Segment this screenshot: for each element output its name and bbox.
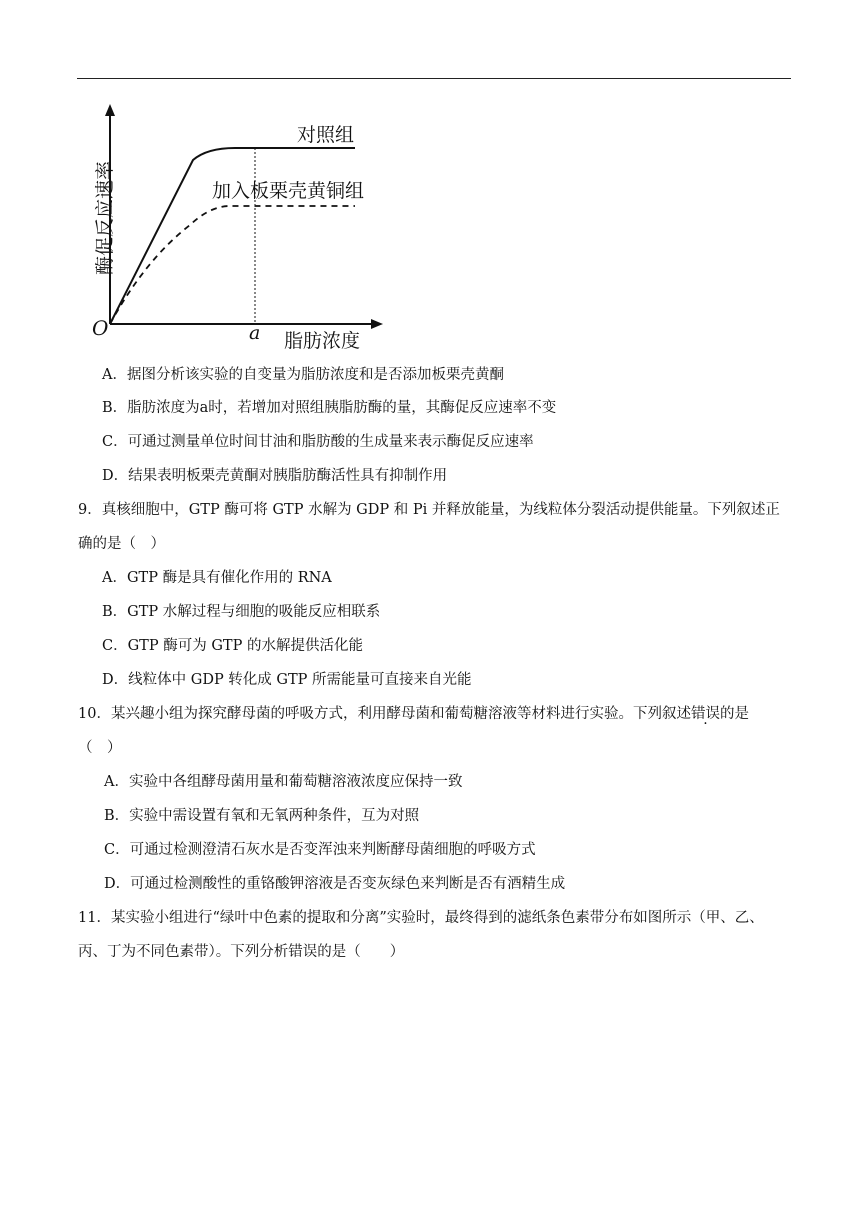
x-axis-arrow (371, 319, 383, 329)
q9-option-a: A．GTP 酶是具有催化作用的 RNA (102, 570, 332, 586)
a-label: a (249, 322, 261, 344)
q8-option-c: C．可通过测量单位时间甘油和脂肪酸的生成量来表示酶促反应速率 (102, 434, 534, 450)
q11-stem-line1: 11．某实验小组进行“绿叶中色素的提取和分离”实验时，最终得到的滤纸条色素带分布如图所示（甲、乙、 (78, 910, 764, 926)
q11-stem-line2: 丙、丁为不同色素带）。下列分析错误的是（ ） (78, 944, 405, 960)
q10-option-c: C．可通过检测澄清石灰水是否变浑浊来判断酵母菌细胞的呼吸方式 (104, 842, 536, 858)
q10-stem-line2: （ ） (78, 740, 122, 756)
y-axis-label: 酶促反应速率 (94, 161, 116, 276)
q8-option-a: A．据图分析该实验的自变量为脂肪浓度和是否添加板栗壳黄酮 (102, 367, 504, 383)
treatment-curve (110, 206, 355, 324)
y-axis-arrow (105, 104, 115, 116)
q10-stem-emphasis: 错误 (690, 706, 720, 722)
q8-option-d: D．结果表明板栗壳黄酮对胰脂肪酶活性具有抑制作用 (102, 468, 448, 484)
q10-stem-line1 (78, 704, 749, 724)
q10-option-b: B．实验中需设置有氧和无氧两种条件，互为对照 (104, 808, 420, 824)
q8-option-b: B．脂肪浓度为a时，若增加对照组胰脂肪酶的量，其酶促反应速率不变 (102, 400, 557, 416)
series-control-label: 对照组 (297, 124, 355, 146)
x-axis-label: 脂肪浓度 (284, 330, 361, 352)
q10-stem-post: 的是 (719, 706, 749, 722)
enzyme-rate-figure (85, 100, 405, 355)
q9-option-d: D．线粒体中 GDP 转化成 GTP 所需能量可直接来自光能 (102, 672, 472, 688)
q9-option-c: C．GTP 酶可为 GTP 的水解提供活化能 (102, 638, 363, 654)
header-rule (77, 78, 791, 79)
q10-option-d: D．可通过检测酸性的重铬酸钾溶液是否变灰绿色来判断是否有酒精生成 (104, 876, 566, 892)
q10-stem-pre: 10．某兴趣小组为探究酵母菌的呼吸方式，利用酵母菌和葡萄糖溶液等材料进行实验。下列叙述 (78, 706, 691, 722)
control-curve (110, 148, 355, 324)
series-treatment-label: 加入板栗壳黄铜组 (212, 180, 365, 202)
figure-svg (85, 100, 405, 355)
q9-option-b: B．GTP 水解过程与细胞的吸能反应相联系 (102, 604, 381, 620)
q9-stem-line2: 确的是（ ） (78, 536, 165, 552)
origin-label: O (92, 316, 109, 340)
q10-option-a: A．实验中各组酵母菌用量和葡萄糖溶液浓度应保持一致 (104, 774, 463, 790)
q9-stem-line1: 9．真核细胞中，GTP 酶可将 GTP 水解为 GDP 和 Pi 并释放能量，为线粒体分裂活动提供能量。下列叙述正 (78, 502, 780, 518)
